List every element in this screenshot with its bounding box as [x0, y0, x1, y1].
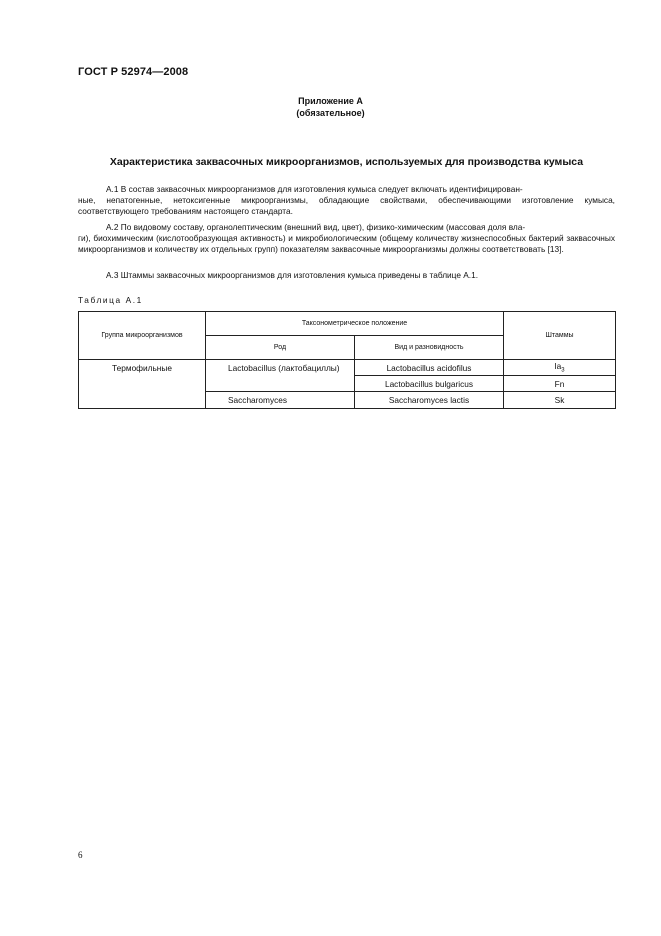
- header-genus: Род: [206, 336, 355, 360]
- paragraph-a3-text: А.3 Штаммы заквасочных микроорганизмов для изготовления кумыса приведены в таблице А.1.: [106, 270, 479, 280]
- strains-table: [78, 311, 616, 409]
- cell-species-lactis: Saccharomyces lactis: [355, 392, 504, 409]
- header-taxonomy: Таксонометрическое положение: [206, 312, 504, 336]
- strain-code-subscript: 3: [561, 367, 565, 374]
- paragraph-a3: [78, 270, 615, 281]
- strain-code: Ia: [554, 361, 562, 372]
- table-row: [79, 360, 616, 376]
- cell-strain-ia3: [504, 360, 616, 376]
- table-caption: Таблица А.1: [78, 295, 143, 305]
- cell-group-thermophilic: Термофильные: [79, 360, 206, 409]
- paragraph-a2-first-line: А.2 По видовому составу, органолептическим (внешний вид, цвет), физико-химическим (массовая доля вла-: [106, 222, 526, 232]
- page-number: 6: [78, 850, 83, 860]
- section-title: Характеристика заквасочных микроорганизмов, используемых для производства кумыса: [109, 156, 584, 168]
- header-strains: Штаммы: [504, 312, 616, 360]
- header-group: Группа микроорганизмов: [79, 312, 206, 360]
- document-code: ГОСТ Р 52974—2008: [78, 66, 189, 78]
- cell-strain-fn: Fn: [504, 376, 616, 392]
- table-header-row: [79, 312, 616, 336]
- cell-genus-lactobacillus: Lactobacillus (лактобациллы): [206, 360, 355, 392]
- paragraph-a1-first-line: А.1 В состав заквасочных микроорганизмов для изготовления кумыса следует включать идентифицирован-: [106, 184, 523, 194]
- paragraph-a2: [78, 222, 615, 256]
- annex-type: (обязательное): [296, 108, 365, 118]
- cell-species-acidofilus: Lactobacillus acidofilus: [355, 360, 504, 376]
- paragraph-a1-rest: ные, непатогенные, нетоксигенные микроорганизмы, обладающие свойствами, обеспечивающими изготовление кумыса, соответствующего требованиям настоящего стандарта.: [78, 195, 615, 217]
- cell-genus-saccharomyces: Saccharomyces: [206, 392, 355, 409]
- cell-species-bulgaricus: Lactobacillus bulgaricus: [355, 376, 504, 392]
- header-species: Вид и разновидность: [355, 336, 504, 360]
- cell-strain-sk: Sk: [504, 392, 616, 409]
- paragraph-a1: [78, 184, 615, 218]
- paragraph-a2-rest: ги), биохимическим (кислотообразующая активность) и микробиологическим (общему количеству жизнеспособных бактерий заквасочных микроорганизмов и количеству их отдельных групп) показателям заквасочные микроорганизмы должны соответствовать [13].: [78, 233, 615, 255]
- annex-title: Приложение А: [298, 96, 363, 106]
